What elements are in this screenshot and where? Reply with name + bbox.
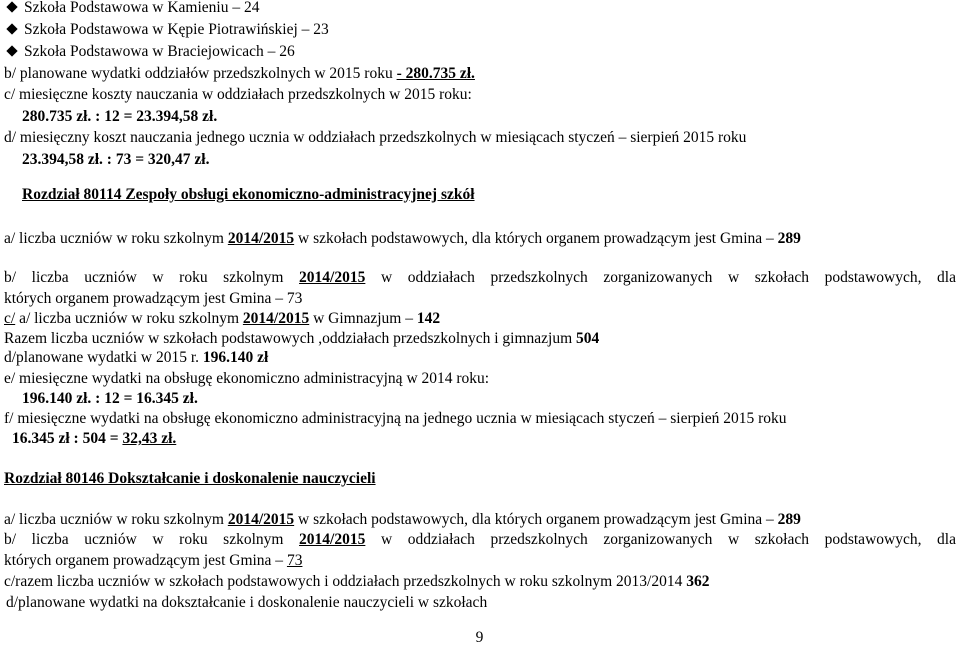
students-preschool-line: b/ liczba uczniów w roku szkolnym 2014/2015 w oddziałach przedszkolnych zorganizowanych w szkołach podstawowych, dla <box>4 269 956 286</box>
planned-expenses-2015-line: d/planowane wydatki w 2015 r. 196.140 zł <box>4 349 269 366</box>
page-number: 9 <box>475 629 484 646</box>
students-total-line: Razem liczba uczniów w szkołach podstawowych ,oddziałach przedszkolnych i gimnazjum 504 <box>4 330 600 347</box>
diamond-bullet-icon <box>6 23 17 34</box>
diamond-bullet-icon <box>6 45 17 56</box>
planned-expenses-line: b/ planowane wydatki oddziałów przedszkolnych w 2015 roku - 280.735 zł. <box>4 65 475 82</box>
section-heading-80114: Rozdział 80114 Zespoły obsługi ekonomiczno-administracyjnej szkół <box>22 186 475 203</box>
students-total-2013-line: c/razem liczba uczniów w szkołach podstawowych i oddziałach przedszkolnych w roku szkolnym 2013/2014 362 <box>4 573 710 590</box>
students-gimnazjum-line: c/ a/ liczba uczniów w roku szkolnym 2014/2015 w Gimnazjum – 142 <box>4 310 441 327</box>
monthly-costs-calc: 280.735 zł. : 12 = 23.394,58 zł. <box>22 108 218 125</box>
school-list-item: Szkoła Podstawowa w Kępie Piotrawińskiej – 23 <box>6 20 329 40</box>
cost-per-student-line: d/ miesięczny koszt nauczania jednego ucznia w oddziałach przedszkolnych w miesiącach styczeń – sierpień 2015 roku <box>4 129 747 146</box>
students-primary-line-2: a/ liczba uczniów w roku szkolnym 2014/2015 w szkołach podstawowych, dla których organem prowadzącym jest Gmina – 289 <box>4 511 801 528</box>
admin-expense-per-student-calc: 16.345 zł : 504 = 32,43 zł. <box>12 430 177 447</box>
admin-expense-per-student-line: f/ miesięczne wydatki na obsługę ekonomiczno administracyjną na jednego ucznia w miesiącach styczeń – sierpień 2015 roku <box>4 410 787 427</box>
diamond-bullet-icon <box>6 1 17 12</box>
students-preschool-line-2: b/ liczba uczniów w roku szkolnym 2014/2015 w oddziałach przedszkolnych zorganizowanych w szkołach podstawowych, dla <box>4 531 956 548</box>
planned-expenses-amount: - 280.735 zł. <box>396 65 475 82</box>
monthly-admin-expenses-calc: 196.140 zł. : 12 = 16.345 zł. <box>22 390 198 407</box>
students-preschool-cont-2: których organem prowadzącym jest Gmina – 73 <box>4 552 303 569</box>
monthly-admin-expenses-line: e/ miesięczne wydatki na obsługę ekonomiczno administracyjną w 2014 roku: <box>4 370 490 387</box>
school-list-item: Szkoła Podstawowa w Braciejowicach – 26 <box>6 42 295 62</box>
training-expenses-line: d/planowane wydatki na dokształcanie i doskonalenie nauczycieli w szkołach <box>6 594 488 611</box>
monthly-costs-line: c/ miesięczne koszty nauczania w oddziałach przedszkolnych w 2015 roku: <box>4 86 472 103</box>
students-primary-line: a/ liczba uczniów w roku szkolnym 2014/2015 w szkołach podstawowych, dla których organem prowadzącym jest Gmina – 289 <box>4 230 801 247</box>
cost-per-student-calc: 23.394,58 zł. : 73 = 320,47 zł. <box>22 151 210 168</box>
school-list-item: Szkoła Podstawowa w Kamieniu – 24 <box>6 0 259 18</box>
students-preschool-cont: których organem prowadzącym jest Gmina – 73 <box>4 290 303 307</box>
section-heading-80146: Rozdział 80146 Dokształcanie i doskonalenie nauczycieli <box>4 470 376 487</box>
